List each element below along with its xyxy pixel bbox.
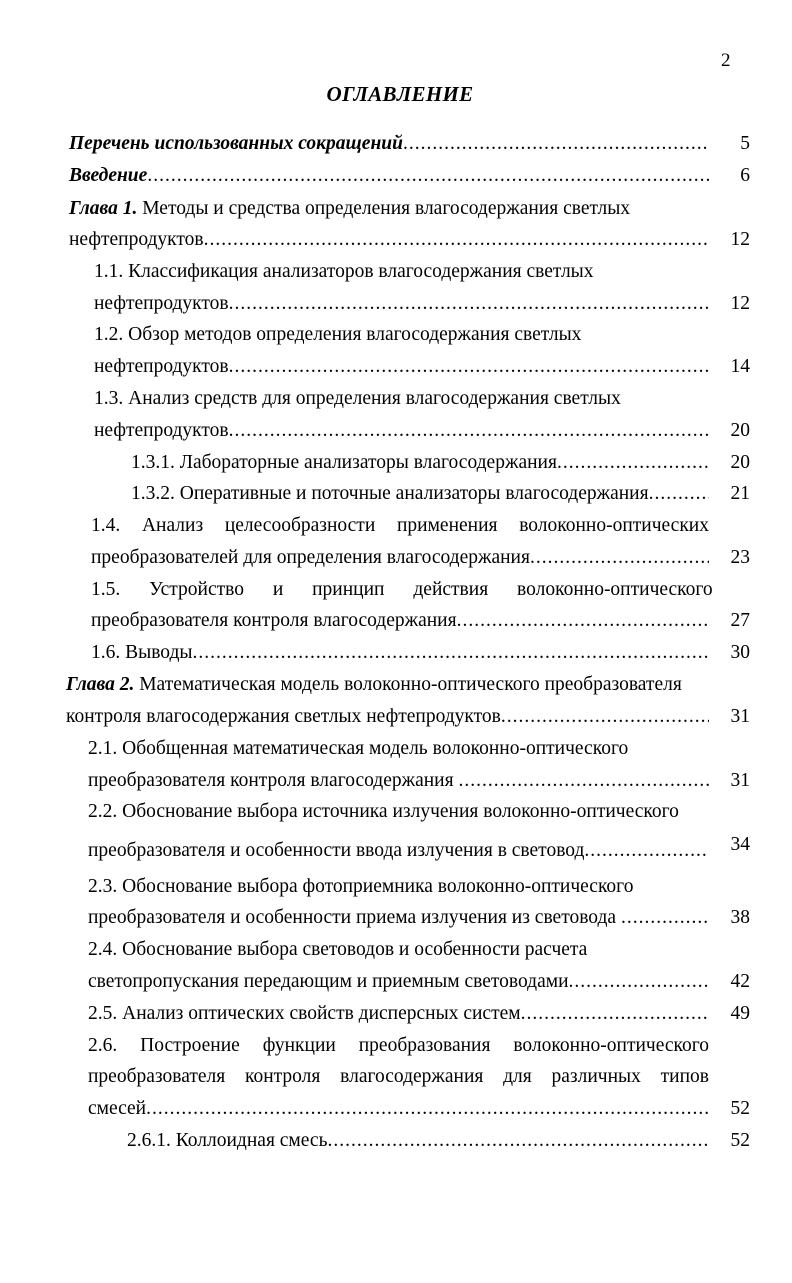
- toc-entry-continuation: [88, 969, 709, 995]
- toc-entry-page: 38: [730, 907, 750, 928]
- toc-entry-label: преобразователя и особенности приема излучения из световода: [88, 907, 621, 928]
- toc-entry-lead: Глава 1.: [69, 198, 138, 219]
- toc-entry-label: 1.1. Классификация анализаторов влагосодержания светлых: [94, 261, 594, 282]
- toc-entry-page: 5: [740, 133, 750, 154]
- toc-entry-label: 1.4. Анализ целесообразности применения волоконно-оптических: [91, 515, 709, 536]
- toc-entry-continuation: [91, 608, 709, 634]
- toc-entry-page: 20: [730, 452, 750, 473]
- toc-entry-1-2[interactable]: [94, 322, 709, 348]
- toc-entry-continuation: [88, 1096, 709, 1122]
- toc-entry-label: Методы и средства определения влагосодержания светлых: [137, 198, 631, 219]
- toc-entry-label: 2.6.1. Коллоидная смесь: [127, 1130, 328, 1151]
- toc-entry-label: преобразователей для определения влагосодержания: [91, 547, 530, 568]
- toc-entry-1-3-1[interactable]: [131, 450, 709, 476]
- toc-entry-label: 2.6. Построение функции преобразования волоконно-оптического: [88, 1035, 709, 1056]
- toc-entry-2-3[interactable]: [88, 874, 709, 900]
- toc-entry-label: нефтепродуктов: [69, 229, 204, 250]
- toc-entry-label: преобразователя и особенности ввода излучения в световод: [88, 840, 585, 861]
- toc-entry-continuation: [91, 545, 709, 571]
- toc-entry-continuation: [94, 291, 709, 317]
- toc-entry-label: контроля влагосодержания светлых нефтепродуктов: [66, 706, 501, 727]
- toc-entry-2-1[interactable]: [88, 736, 709, 762]
- toc-entry-page: 30: [730, 642, 750, 663]
- toc-entry-2-5[interactable]: [88, 1001, 709, 1027]
- toc-entry-continuation: [69, 227, 709, 253]
- toc-entry-continuation: [88, 768, 709, 794]
- toc-entry-label: преобразователя контроля влагосодержания: [88, 770, 459, 791]
- toc-entry-2-6[interactable]: [88, 1033, 709, 1059]
- toc-entry-page: 34: [730, 834, 750, 855]
- toc-entry-label: 1.6. Выводы: [91, 642, 193, 663]
- toc-entry-page: 6: [740, 165, 750, 186]
- toc-entry-page: 27: [730, 610, 750, 631]
- toc-entry-label: 2.2. Обоснование выбора источника излучения волоконно-оптического: [88, 801, 679, 822]
- toc-entry-label: 2.4. Обоснование выбора световодов и особенности расчета: [88, 939, 588, 960]
- toc-entry-1-3-2[interactable]: [131, 481, 709, 507]
- toc-entry-chapter-2[interactable]: [66, 672, 726, 698]
- toc-entry-label: Перечень использованных сокращений: [69, 133, 403, 154]
- toc-entry-2-2[interactable]: [88, 799, 728, 825]
- toc-entry-page: 12: [730, 293, 750, 314]
- toc-entry-continuation: [66, 704, 709, 730]
- toc-entry-2-6-1[interactable]: [127, 1128, 709, 1154]
- toc-entry-label: светопропускания передающим и приемным световодами: [88, 971, 569, 992]
- toc-entry-label: Математическая модель волоконно-оптического преобразователя: [134, 674, 682, 695]
- toc-entry-label: 1.3. Анализ средств для определения влагосодержания светлых: [94, 388, 621, 409]
- toc-entry-label: 1.5. Устройство и принцип действия волоконно-оптического: [91, 579, 713, 600]
- toc-entry-label: нефтепродуктов: [94, 293, 229, 314]
- toc-entry-page: 23: [730, 547, 750, 568]
- toc-entry-page: 31: [730, 706, 750, 727]
- toc-entry-page: 14: [730, 356, 750, 377]
- toc-entry-label: 2.3. Обоснование выбора фотоприемника волоконно-оптического: [88, 876, 634, 897]
- toc-entry-1-6[interactable]: [91, 640, 709, 666]
- toc-entry-continuation: [88, 1064, 709, 1090]
- toc-entry-label: 1.3.2. Оперативные и поточные анализаторы влагосодержания: [131, 483, 649, 504]
- toc-entry-chapter-1[interactable]: [69, 196, 709, 222]
- toc-entry-1-1[interactable]: [94, 259, 709, 285]
- toc-entry-label: нефтепродуктов: [94, 420, 229, 441]
- toc-entry-1-3[interactable]: [94, 386, 709, 412]
- toc-entry-page: 21: [730, 483, 750, 504]
- page-number: 2: [721, 50, 731, 71]
- toc-entry-page: 42: [730, 971, 750, 992]
- toc-entry-label: 2.5. Анализ оптических свойств дисперсных систем: [88, 1003, 521, 1024]
- toc-entry-label: нефтепродуктов: [94, 356, 229, 377]
- toc-entry-page: 52: [730, 1130, 750, 1151]
- toc-entry-introduction[interactable]: [69, 163, 709, 189]
- toc-entry-continuation: [94, 354, 709, 380]
- toc-entry-label: преобразователя контроля влагосодержания: [91, 610, 457, 631]
- toc-entry-page: 20: [730, 420, 750, 441]
- toc-title: ОГЛАВЛЕНИЕ: [326, 82, 474, 106]
- toc-entry-2-4[interactable]: [88, 937, 709, 963]
- toc-entry-label: 1.3.1. Лабораторные анализаторы влагосодержания: [131, 452, 557, 473]
- toc-entry-label: Введение: [69, 165, 148, 186]
- toc-entry-page: 12: [730, 229, 750, 250]
- toc-entry-continuation: [88, 905, 709, 931]
- toc-entry-1-5[interactable]: [91, 577, 713, 603]
- toc-entry-label: смесей: [88, 1098, 147, 1119]
- toc-entry-continuation: [88, 838, 709, 864]
- toc-entry-label: 2.1. Обобщенная математическая модель волоконно-оптического: [88, 738, 629, 759]
- toc-entry-label: преобразователя контроля влагосодержания для различных типов: [88, 1066, 709, 1087]
- toc-entry-1-4[interactable]: [91, 513, 709, 539]
- toc-entry-page: 52: [730, 1098, 750, 1119]
- toc-entry-lead: Глава 2.: [66, 674, 135, 695]
- toc-entry-page: 31: [730, 770, 750, 791]
- toc-entry-page: 49: [730, 1003, 750, 1024]
- toc-entry-continuation: [94, 418, 709, 444]
- toc-entry-label: 1.2. Обзор методов определения влагосодержания светлых: [94, 324, 582, 345]
- toc-entry-abbreviations[interactable]: [69, 131, 709, 157]
